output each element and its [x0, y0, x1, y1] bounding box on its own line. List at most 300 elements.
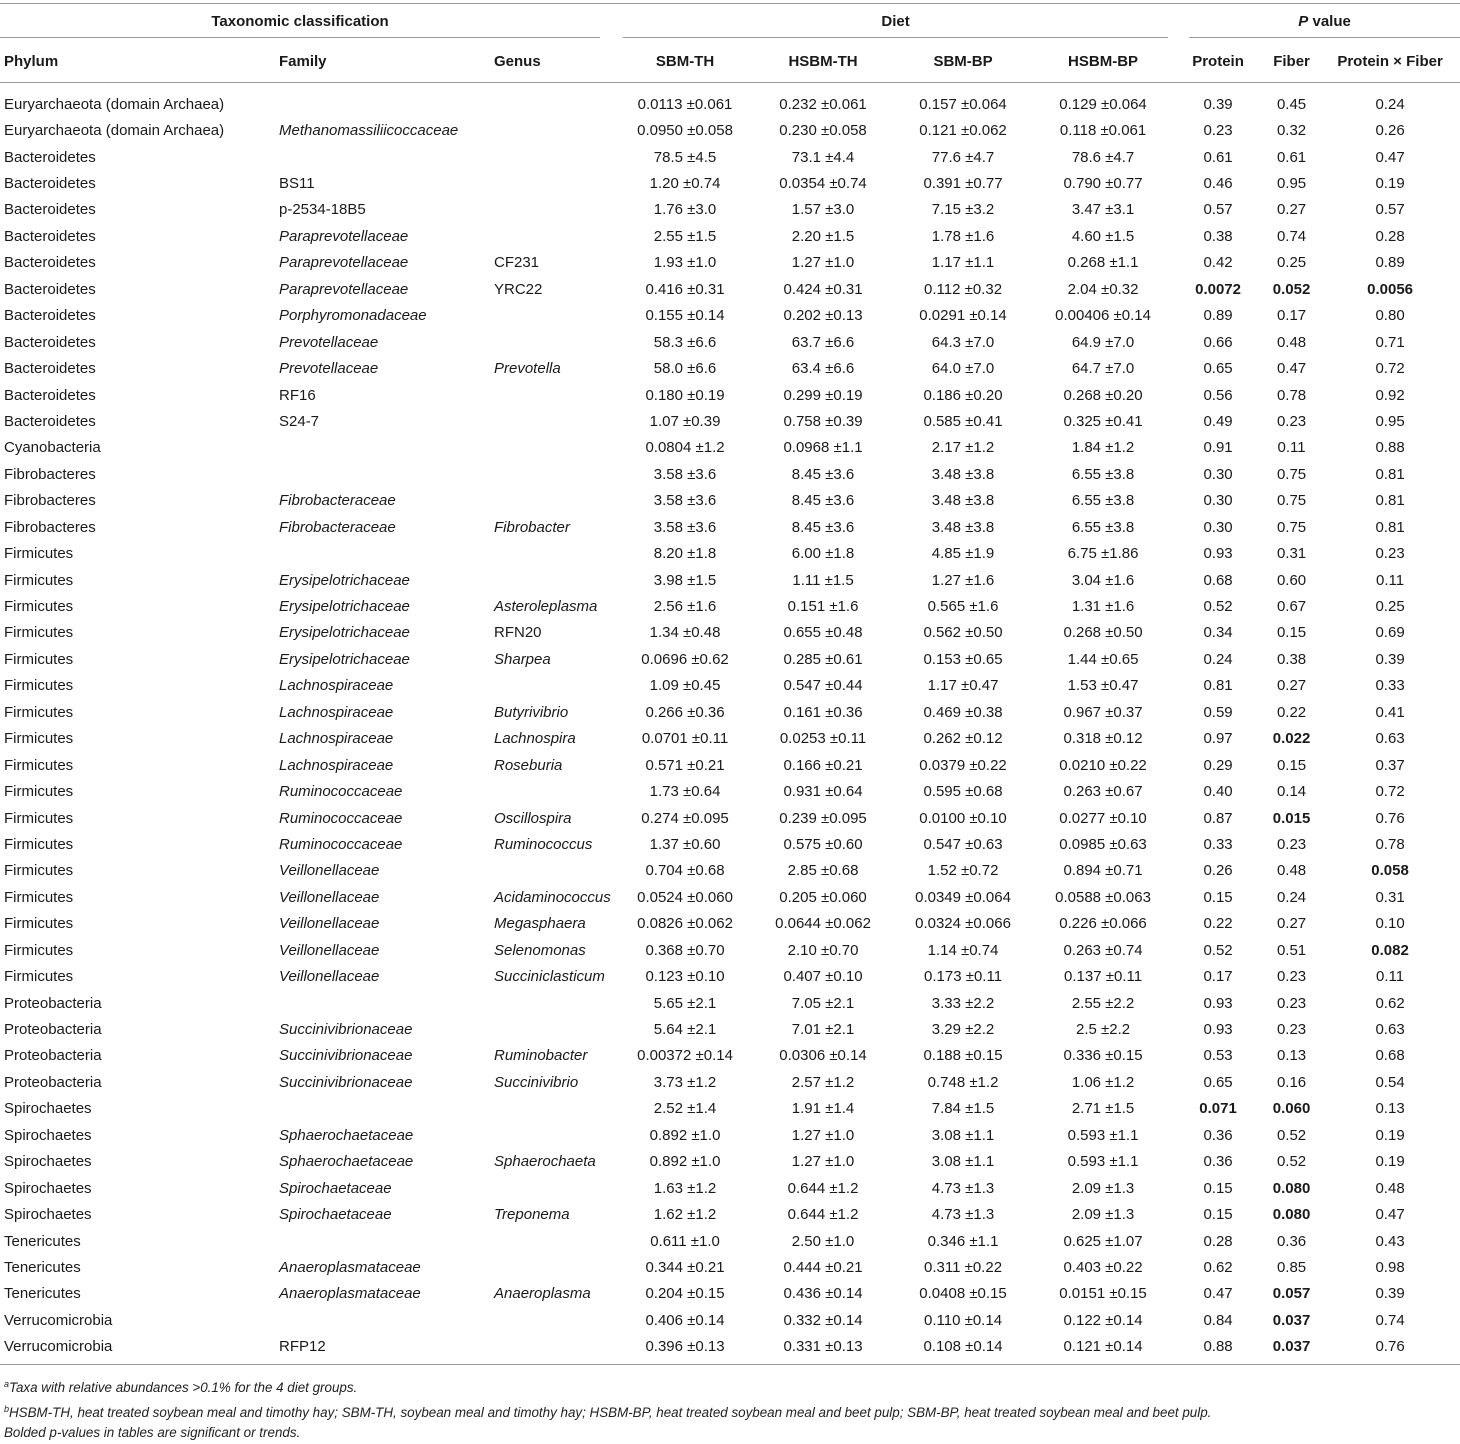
genus-cell [494, 408, 617, 434]
hsbm-th-cell: 1.91 ±1.4 [791, 1100, 855, 1118]
hsbm-bp-cell: 0.790 ±0.77 [1063, 175, 1143, 193]
pvalue-italic-p: P [1298, 12, 1309, 30]
table-row [0, 382, 1460, 408]
family-cell: RF16 [279, 386, 316, 404]
genus-cell [494, 673, 617, 699]
protein-pvalue-cell: 0.30 [1203, 465, 1233, 483]
fiber-pvalue-cell: 0.61 [1276, 148, 1307, 166]
table-body [0, 91, 1460, 1360]
protein-pvalue-cell: 0.23 [1203, 122, 1233, 140]
protein-pvalue-cell: 0.68 [1203, 571, 1233, 589]
protein-x-fiber-pvalue-cell: 0.72 [1375, 783, 1405, 801]
group-header-taxonomy: Taxonomic classification [0, 0, 617, 40]
sbm-bp-cell: 0.186 ±0.20 [923, 386, 1003, 404]
hsbm-bp-cell: 0.593 ±1.1 [1067, 1153, 1139, 1171]
hsbm-bp-cell: 0.268 ±0.20 [1063, 386, 1143, 404]
sbm-th-cell: 1.07 ±0.39 [649, 412, 721, 430]
phylum-cell: Firmicutes [4, 571, 74, 589]
family-cell: p-2534-18B5 [279, 201, 366, 219]
group-header-pvalue [1173, 0, 1460, 40]
genus-cell: Treponema [494, 1206, 570, 1224]
header-spacer [0, 83, 1460, 92]
family-cell [279, 1307, 494, 1333]
genus-cell [494, 858, 617, 884]
table-row [0, 1228, 1460, 1254]
hsbm-bp-cell: 0.336 ±0.15 [1063, 1047, 1143, 1065]
table-row [0, 488, 1460, 514]
fiber-pvalue-cell: 0.52 [1276, 1126, 1307, 1144]
sbm-th-cell: 78.5 ±4.5 [653, 148, 717, 166]
fiber-pvalue-cell: 0.95 [1276, 175, 1307, 193]
genus-cell: Acidaminococcus [494, 888, 611, 906]
fiber-pvalue-cell: 0.27 [1276, 201, 1307, 219]
hsbm-bp-cell: 0.226 ±0.066 [1059, 915, 1147, 933]
sbm-th-cell: 0.571 ±0.21 [645, 756, 725, 774]
family-cell: RFP12 [279, 1338, 326, 1356]
hsbm-th-cell: 2.85 ±0.68 [787, 862, 859, 880]
sbm-th-cell: 0.0113 ±0.061 [637, 95, 733, 113]
protein-x-fiber-pvalue-cell: 0.92 [1375, 386, 1405, 404]
table-bottom-rule [0, 1364, 1460, 1365]
fiber-pvalue-cell: 0.037 [1272, 1338, 1311, 1356]
hsbm-bp-cell: 0.967 ±0.37 [1063, 703, 1143, 721]
protein-x-fiber-pvalue-cell: 0.74 [1375, 1311, 1405, 1329]
table-row [0, 699, 1460, 725]
family-cell: Erysipelotrichaceae [279, 650, 410, 668]
hsbm-th-cell: 0.0253 ±0.11 [779, 730, 867, 748]
sbm-bp-cell: 1.17 ±0.47 [927, 677, 999, 695]
protein-pvalue-cell: 0.17 [1203, 968, 1233, 986]
sbm-th-cell: 1.93 ±1.0 [653, 254, 717, 272]
sbm-bp-cell: 4.85 ±1.9 [931, 545, 995, 563]
phylum-cell: Firmicutes [4, 809, 74, 827]
sbm-th-cell: 3.58 ±3.6 [653, 492, 717, 510]
protein-pvalue-cell: 0.42 [1203, 254, 1233, 272]
hsbm-th-cell: 0.0354 ±0.74 [779, 175, 867, 193]
hsbm-th-cell: 0.0968 ±1.1 [783, 439, 863, 457]
genus-cell: Ruminococcus [494, 835, 593, 853]
hsbm-bp-cell: 2.5 ±2.2 [1075, 1021, 1131, 1039]
footnote-c [4, 1423, 1211, 1444]
table-row [0, 250, 1460, 276]
protein-pvalue-cell: 0.46 [1203, 175, 1233, 193]
fiber-pvalue-cell: 0.080 [1272, 1179, 1311, 1197]
hsbm-bp-cell: 64.7 ±7.0 [1071, 360, 1135, 378]
phylum-cell: Spirochaetes [4, 1179, 92, 1197]
hsbm-th-cell: 8.45 ±3.6 [791, 465, 855, 483]
family-cell: Succinivibrionaceae [279, 1021, 413, 1039]
hsbm-bp-cell: 0.137 ±0.11 [1064, 968, 1143, 986]
protein-x-fiber-pvalue-cell: 0.11 [1376, 571, 1405, 589]
fiber-pvalue-cell: 0.080 [1272, 1206, 1311, 1224]
hsbm-bp-cell: 1.84 ±1.2 [1071, 439, 1135, 457]
genus-cell: Butyrivibrio [494, 703, 569, 721]
phylum-cell: Firmicutes [4, 862, 74, 880]
sbm-bp-cell: 0.562 ±0.50 [923, 624, 1003, 642]
col-header-phylum: Phylum [0, 40, 279, 83]
hsbm-th-cell: 8.45 ±3.6 [791, 492, 855, 510]
hsbm-bp-cell: 0.0210 ±0.22 [1059, 756, 1147, 774]
footnote-a-text: Taxa with relative abundances >0.1% for the 4 diet groups. [9, 1380, 358, 1395]
hsbm-bp-cell: 0.129 ±0.064 [1059, 95, 1147, 113]
phylum-cell: Bacteroidetes [4, 307, 96, 325]
protein-pvalue-cell: 0.56 [1203, 386, 1233, 404]
fiber-pvalue-cell: 0.23 [1276, 412, 1307, 430]
phylum-cell: Firmicutes [4, 941, 74, 959]
fiber-pvalue-cell: 0.78 [1276, 386, 1307, 404]
hsbm-bp-cell: 2.04 ±0.32 [1067, 280, 1139, 298]
table-row [0, 1281, 1460, 1307]
genus-cell: Ruminobacter [494, 1047, 588, 1065]
phylum-cell: Firmicutes [4, 730, 74, 748]
fiber-pvalue-cell: 0.38 [1276, 650, 1307, 668]
protein-x-fiber-pvalue-cell: 0.058 [1371, 862, 1409, 880]
sbm-bp-cell: 3.08 ±1.1 [931, 1126, 995, 1144]
sbm-th-cell: 0.204 ±0.15 [645, 1285, 725, 1303]
protein-pvalue-cell: 0.26 [1203, 862, 1233, 880]
protein-x-fiber-pvalue-cell: 0.082 [1371, 941, 1409, 959]
table-row [0, 646, 1460, 672]
sbm-th-cell: 0.0804 ±1.2 [645, 439, 725, 457]
fiber-pvalue-cell: 0.15 [1276, 756, 1307, 774]
hsbm-th-cell: 1.57 ±3.0 [791, 201, 855, 219]
protein-x-fiber-pvalue-cell: 0.98 [1375, 1258, 1405, 1276]
family-cell [279, 435, 494, 461]
protein-x-fiber-pvalue-cell: 0.81 [1375, 465, 1405, 483]
genus-cell: Selenomonas [494, 941, 586, 959]
protein-x-fiber-pvalue-cell: 0.76 [1375, 1338, 1405, 1356]
protein-pvalue-cell: 0.57 [1203, 201, 1233, 219]
sbm-th-cell: 0.406 ±0.14 [645, 1311, 725, 1329]
sbm-th-cell: 3.58 ±3.6 [653, 465, 717, 483]
family-cell: Succinivibrionaceae [279, 1073, 413, 1091]
fiber-pvalue-cell: 0.36 [1276, 1232, 1307, 1250]
protein-x-fiber-pvalue-cell: 0.72 [1375, 360, 1405, 378]
col-header-protein: Protein [1173, 40, 1263, 83]
table-row [0, 1334, 1460, 1360]
fiber-pvalue-cell: 0.75 [1276, 518, 1307, 536]
protein-x-fiber-pvalue-cell: 0.71 [1375, 333, 1405, 351]
fiber-pvalue-cell: 0.48 [1276, 862, 1307, 880]
table-row [0, 329, 1460, 355]
sbm-bp-cell: 0.112 ±0.32 [924, 280, 1003, 298]
phylum-cell: Verrucomicrobia [4, 1311, 113, 1329]
family-cell [279, 540, 494, 566]
protein-x-fiber-pvalue-cell: 0.39 [1375, 1285, 1405, 1303]
fiber-pvalue-cell: 0.74 [1276, 227, 1307, 245]
fiber-pvalue-cell: 0.31 [1276, 545, 1307, 563]
sbm-th-cell: 0.892 ±1.0 [649, 1153, 721, 1171]
hsbm-bp-cell: 3.47 ±3.1 [1071, 201, 1135, 219]
fiber-pvalue-cell: 0.24 [1276, 888, 1307, 906]
genus-cell [494, 1122, 617, 1148]
fiber-pvalue-cell: 0.13 [1276, 1047, 1307, 1065]
hsbm-th-cell: 63.7 ±6.6 [791, 333, 855, 351]
hsbm-th-cell: 0.230 ±0.058 [779, 122, 867, 140]
protein-x-fiber-pvalue-cell: 0.33 [1375, 677, 1405, 695]
col-header-sbm-bp: SBM-BP [893, 40, 1033, 83]
protein-x-fiber-pvalue-cell: 0.43 [1375, 1232, 1405, 1250]
sbm-th-cell: 0.180 ±0.19 [645, 386, 725, 404]
genus-cell: Sphaerochaeta [494, 1153, 596, 1171]
phylum-cell: Firmicutes [4, 756, 74, 774]
family-cell: Succinivibrionaceae [279, 1047, 413, 1065]
family-cell: Anaeroplasmataceae [279, 1258, 421, 1276]
table-row [0, 1307, 1460, 1333]
hsbm-th-cell: 0.424 ±0.31 [783, 280, 863, 298]
hsbm-bp-cell: 0.318 ±0.12 [1063, 730, 1143, 748]
genus-cell: Lachnospira [494, 730, 576, 748]
sbm-bp-cell: 0.391 ±0.77 [923, 175, 1003, 193]
protein-x-fiber-pvalue-cell: 0.63 [1375, 730, 1405, 748]
sbm-bp-cell: 3.48 ±3.8 [931, 465, 995, 483]
table-row [0, 276, 1460, 302]
table-row [0, 1096, 1460, 1122]
hsbm-bp-cell: 0.894 ±0.71 [1063, 862, 1143, 880]
fiber-pvalue-cell: 0.75 [1276, 465, 1307, 483]
protein-pvalue-cell: 0.30 [1203, 492, 1233, 510]
phylum-cell: Bacteroidetes [4, 227, 96, 245]
hsbm-th-cell: 2.50 ±1.0 [791, 1232, 855, 1250]
hsbm-th-cell: 0.232 ±0.061 [779, 95, 867, 113]
family-cell: Paraprevotellaceae [279, 227, 409, 245]
phylum-cell: Firmicutes [4, 545, 74, 563]
sbm-bp-cell: 2.17 ±1.2 [931, 439, 995, 457]
family-cell [279, 144, 494, 170]
hsbm-th-cell: 0.0644 ±0.062 [775, 915, 871, 933]
pvalue-rest: value [1308, 12, 1351, 30]
protein-x-fiber-pvalue-cell: 0.24 [1375, 95, 1405, 113]
sbm-th-cell: 2.52 ±1.4 [653, 1100, 717, 1118]
genus-cell: Asteroleplasma [494, 598, 598, 616]
protein-pvalue-cell: 0.15 [1203, 1179, 1233, 1197]
sbm-th-cell: 0.396 ±0.13 [645, 1338, 725, 1356]
protein-pvalue-cell: 0.071 [1199, 1100, 1237, 1118]
table-row [0, 752, 1460, 778]
family-cell: Methanomassiliicoccaceae [279, 122, 459, 140]
genus-cell [494, 117, 617, 143]
sbm-bp-cell: 0.188 ±0.15 [923, 1047, 1003, 1065]
col-header-fiber: Fiber [1263, 40, 1320, 83]
phylum-cell: Bacteroidetes [4, 254, 96, 272]
family-cell: S24-7 [279, 412, 320, 430]
protein-x-fiber-pvalue-cell: 0.28 [1375, 227, 1405, 245]
protein-pvalue-cell: 0.22 [1203, 915, 1233, 933]
family-cell: Ruminococcaceae [279, 835, 403, 853]
hsbm-th-cell: 0.166 ±0.21 [783, 756, 863, 774]
hsbm-th-cell: 0.575 ±0.60 [783, 835, 863, 853]
genus-cell: CF231 [494, 254, 540, 272]
fiber-pvalue-cell: 0.037 [1272, 1311, 1311, 1329]
sbm-bp-cell: 77.6 ±4.7 [931, 148, 995, 166]
sbm-bp-cell: 0.585 ±0.41 [923, 412, 1003, 430]
family-cell: Prevotellaceae [279, 360, 379, 378]
fiber-pvalue-cell: 0.015 [1272, 809, 1311, 827]
family-cell [279, 1228, 494, 1254]
sbm-th-cell: 58.3 ±6.6 [653, 333, 717, 351]
table-row [0, 91, 1460, 117]
protein-pvalue-cell: 0.28 [1203, 1232, 1233, 1250]
table-row [0, 911, 1460, 937]
table-row [0, 117, 1460, 143]
col-header-hsbm-bp: HSBM-BP [1033, 40, 1173, 83]
hsbm-bp-cell: 0.118 ±0.061 [1059, 122, 1147, 140]
sbm-th-cell: 0.0826 ±0.062 [637, 915, 733, 933]
footnote-b-text: HSBM-TH, heat treated soybean meal and timothy hay; SBM-TH, soybean meal and timothy hay; HSBM-BP, heat treated soybean meal and beet pulp; SBM-BP, heat treated soybean meal and beet pulp. [9, 1404, 1212, 1420]
sbm-th-cell: 0.123 ±0.10 [645, 968, 725, 986]
table-row [0, 1069, 1460, 1095]
fiber-pvalue-cell: 0.27 [1276, 915, 1307, 933]
hsbm-bp-cell: 78.6 ±4.7 [1071, 148, 1135, 166]
sbm-bp-cell: 3.29 ±2.2 [931, 1021, 995, 1039]
hsbm-th-cell: 0.436 ±0.14 [783, 1285, 863, 1303]
protein-pvalue-cell: 0.93 [1203, 994, 1233, 1012]
sbm-bp-cell: 4.73 ±1.3 [931, 1206, 995, 1224]
sbm-th-cell: 0.611 ±1.0 [650, 1232, 720, 1250]
hsbm-th-cell: 0.931 ±0.64 [783, 783, 863, 801]
fiber-pvalue-cell: 0.85 [1276, 1258, 1307, 1276]
table-row [0, 514, 1460, 540]
sbm-bp-cell: 3.08 ±1.1 [931, 1153, 995, 1171]
genus-cell [494, 540, 617, 566]
genus-cell [494, 567, 617, 593]
sbm-bp-cell: 1.17 ±1.1 [931, 254, 995, 272]
sbm-bp-cell: 0.0291 ±0.14 [919, 307, 1007, 325]
hsbm-bp-cell: 0.0588 ±0.063 [1055, 888, 1151, 906]
col-header-genus: Genus [494, 40, 617, 83]
sbm-bp-cell: 0.469 ±0.38 [923, 703, 1003, 721]
hsbm-bp-cell: 6.75 ±1.86 [1067, 545, 1139, 563]
sbm-bp-cell: 0.157 ±0.064 [919, 95, 1007, 113]
protein-x-fiber-pvalue-cell: 0.10 [1375, 915, 1405, 933]
table-row [0, 435, 1460, 461]
sbm-bp-cell: 0.110 ±0.14 [924, 1311, 1003, 1329]
sbm-th-cell: 0.0701 ±0.11 [641, 730, 729, 748]
hsbm-bp-cell: 1.31 ±1.6 [1071, 598, 1135, 616]
phylum-cell: Firmicutes [4, 783, 74, 801]
table-row [0, 858, 1460, 884]
hsbm-th-cell: 0.285 ±0.61 [783, 650, 863, 668]
sbm-bp-cell: 3.48 ±3.8 [931, 492, 995, 510]
protein-x-fiber-pvalue-cell: 0.89 [1375, 254, 1405, 272]
sbm-th-cell: 2.55 ±1.5 [653, 227, 717, 245]
phylum-cell: Bacteroidetes [4, 148, 96, 166]
hsbm-th-cell: 0.299 ±0.19 [783, 386, 863, 404]
family-cell: Porphyromonadaceae [279, 307, 427, 325]
table-row [0, 1254, 1460, 1280]
family-cell: Paraprevotellaceae [279, 254, 409, 272]
hsbm-bp-cell: 6.55 ±3.8 [1071, 465, 1135, 483]
sbm-th-cell: 5.64 ±2.1 [653, 1021, 717, 1039]
protein-pvalue-cell: 0.40 [1203, 783, 1233, 801]
family-cell: Ruminococcaceae [279, 783, 403, 801]
fiber-pvalue-cell: 0.45 [1276, 95, 1307, 113]
phylum-cell: Firmicutes [4, 650, 74, 668]
protein-pvalue-cell: 0.24 [1203, 650, 1233, 668]
sbm-th-cell: 1.62 ±1.2 [653, 1206, 717, 1224]
table-row [0, 884, 1460, 910]
protein-x-fiber-pvalue-cell: 0.41 [1375, 703, 1405, 721]
footnote-a-mark: a [4, 1379, 10, 1389]
genus-cell [494, 91, 617, 117]
sbm-bp-cell: 0.346 ±1.1 [927, 1232, 999, 1250]
protein-pvalue-cell: 0.65 [1203, 1073, 1233, 1091]
genus-cell [494, 1334, 617, 1360]
sbm-th-cell: 0.368 ±0.70 [645, 941, 725, 959]
phylum-cell: Spirochaetes [4, 1100, 92, 1118]
footnote-a [4, 1374, 1211, 1399]
protein-x-fiber-pvalue-cell: 0.54 [1375, 1073, 1405, 1091]
family-cell: Lachnospiraceae [279, 677, 394, 695]
fiber-pvalue-cell: 0.23 [1276, 968, 1307, 986]
family-cell [279, 1096, 494, 1122]
family-cell: BS11 [279, 175, 315, 193]
fiber-pvalue-cell: 0.23 [1276, 835, 1307, 853]
table-row [0, 540, 1460, 566]
phylum-cell: Spirochaetes [4, 1153, 92, 1171]
sbm-th-cell: 0.416 ±0.31 [645, 280, 725, 298]
sbm-bp-cell: 0.547 ±0.63 [923, 835, 1003, 853]
protein-pvalue-cell: 0.61 [1203, 148, 1233, 166]
phylum-cell: Bacteroidetes [4, 386, 96, 404]
phylum-cell: Proteobacteria [4, 1073, 102, 1091]
table-row [0, 593, 1460, 619]
phylum-cell: Proteobacteria [4, 1047, 102, 1065]
protein-pvalue-cell: 0.52 [1203, 941, 1233, 959]
protein-x-fiber-pvalue-cell: 0.0056 [1367, 280, 1414, 298]
hsbm-th-cell: 0.407 ±0.10 [783, 968, 863, 986]
col-header-hsbm-th: HSBM-TH [753, 40, 893, 83]
sbm-bp-cell: 0.0100 ±0.10 [919, 809, 1007, 827]
phylum-cell: Firmicutes [4, 677, 74, 695]
sbm-bp-cell: 1.52 ±0.72 [927, 862, 999, 880]
genus-cell: Roseburia [494, 756, 563, 774]
protein-pvalue-cell: 0.93 [1203, 545, 1233, 563]
protein-x-fiber-pvalue-cell: 0.68 [1375, 1047, 1405, 1065]
table-row [0, 778, 1460, 804]
hsbm-th-cell: 1.27 ±1.0 [791, 254, 855, 272]
protein-x-fiber-pvalue-cell: 0.19 [1375, 1126, 1405, 1144]
table-row [0, 197, 1460, 223]
footnotes [4, 1374, 1211, 1444]
fiber-pvalue-cell: 0.51 [1276, 941, 1307, 959]
fiber-pvalue-cell: 0.32 [1276, 122, 1307, 140]
fiber-pvalue-cell: 0.16 [1276, 1073, 1307, 1091]
protein-x-fiber-pvalue-cell: 0.62 [1375, 994, 1405, 1012]
sbm-bp-cell: 64.0 ±7.0 [931, 360, 995, 378]
genus-cell [494, 223, 617, 249]
hsbm-bp-cell: 1.53 ±0.47 [1067, 677, 1139, 695]
sbm-th-cell: 0.0524 ±0.060 [637, 888, 733, 906]
protein-x-fiber-pvalue-cell: 0.23 [1375, 545, 1405, 563]
family-cell: Fibrobacteraceae [279, 492, 396, 510]
protein-pvalue-cell: 0.81 [1203, 677, 1233, 695]
protein-x-fiber-pvalue-cell: 0.63 [1375, 1021, 1405, 1039]
table-row [0, 1149, 1460, 1175]
phylum-cell: Fibrobacteres [4, 518, 96, 536]
sbm-bp-cell: 7.84 ±1.5 [931, 1100, 995, 1118]
phylum-cell: Spirochaetes [4, 1126, 92, 1144]
sbm-bp-cell: 7.15 ±3.2 [931, 201, 995, 219]
protein-pvalue-cell: 0.88 [1203, 1338, 1233, 1356]
hsbm-bp-cell: 64.9 ±7.0 [1071, 333, 1135, 351]
fiber-pvalue-cell: 0.17 [1276, 307, 1307, 325]
protein-x-fiber-pvalue-cell: 0.31 [1375, 888, 1405, 906]
genus-cell [494, 1228, 617, 1254]
phylum-cell: Firmicutes [4, 835, 74, 853]
sbm-th-cell: 0.155 ±0.14 [645, 307, 725, 325]
family-cell: Sphaerochaetaceae [279, 1153, 414, 1171]
